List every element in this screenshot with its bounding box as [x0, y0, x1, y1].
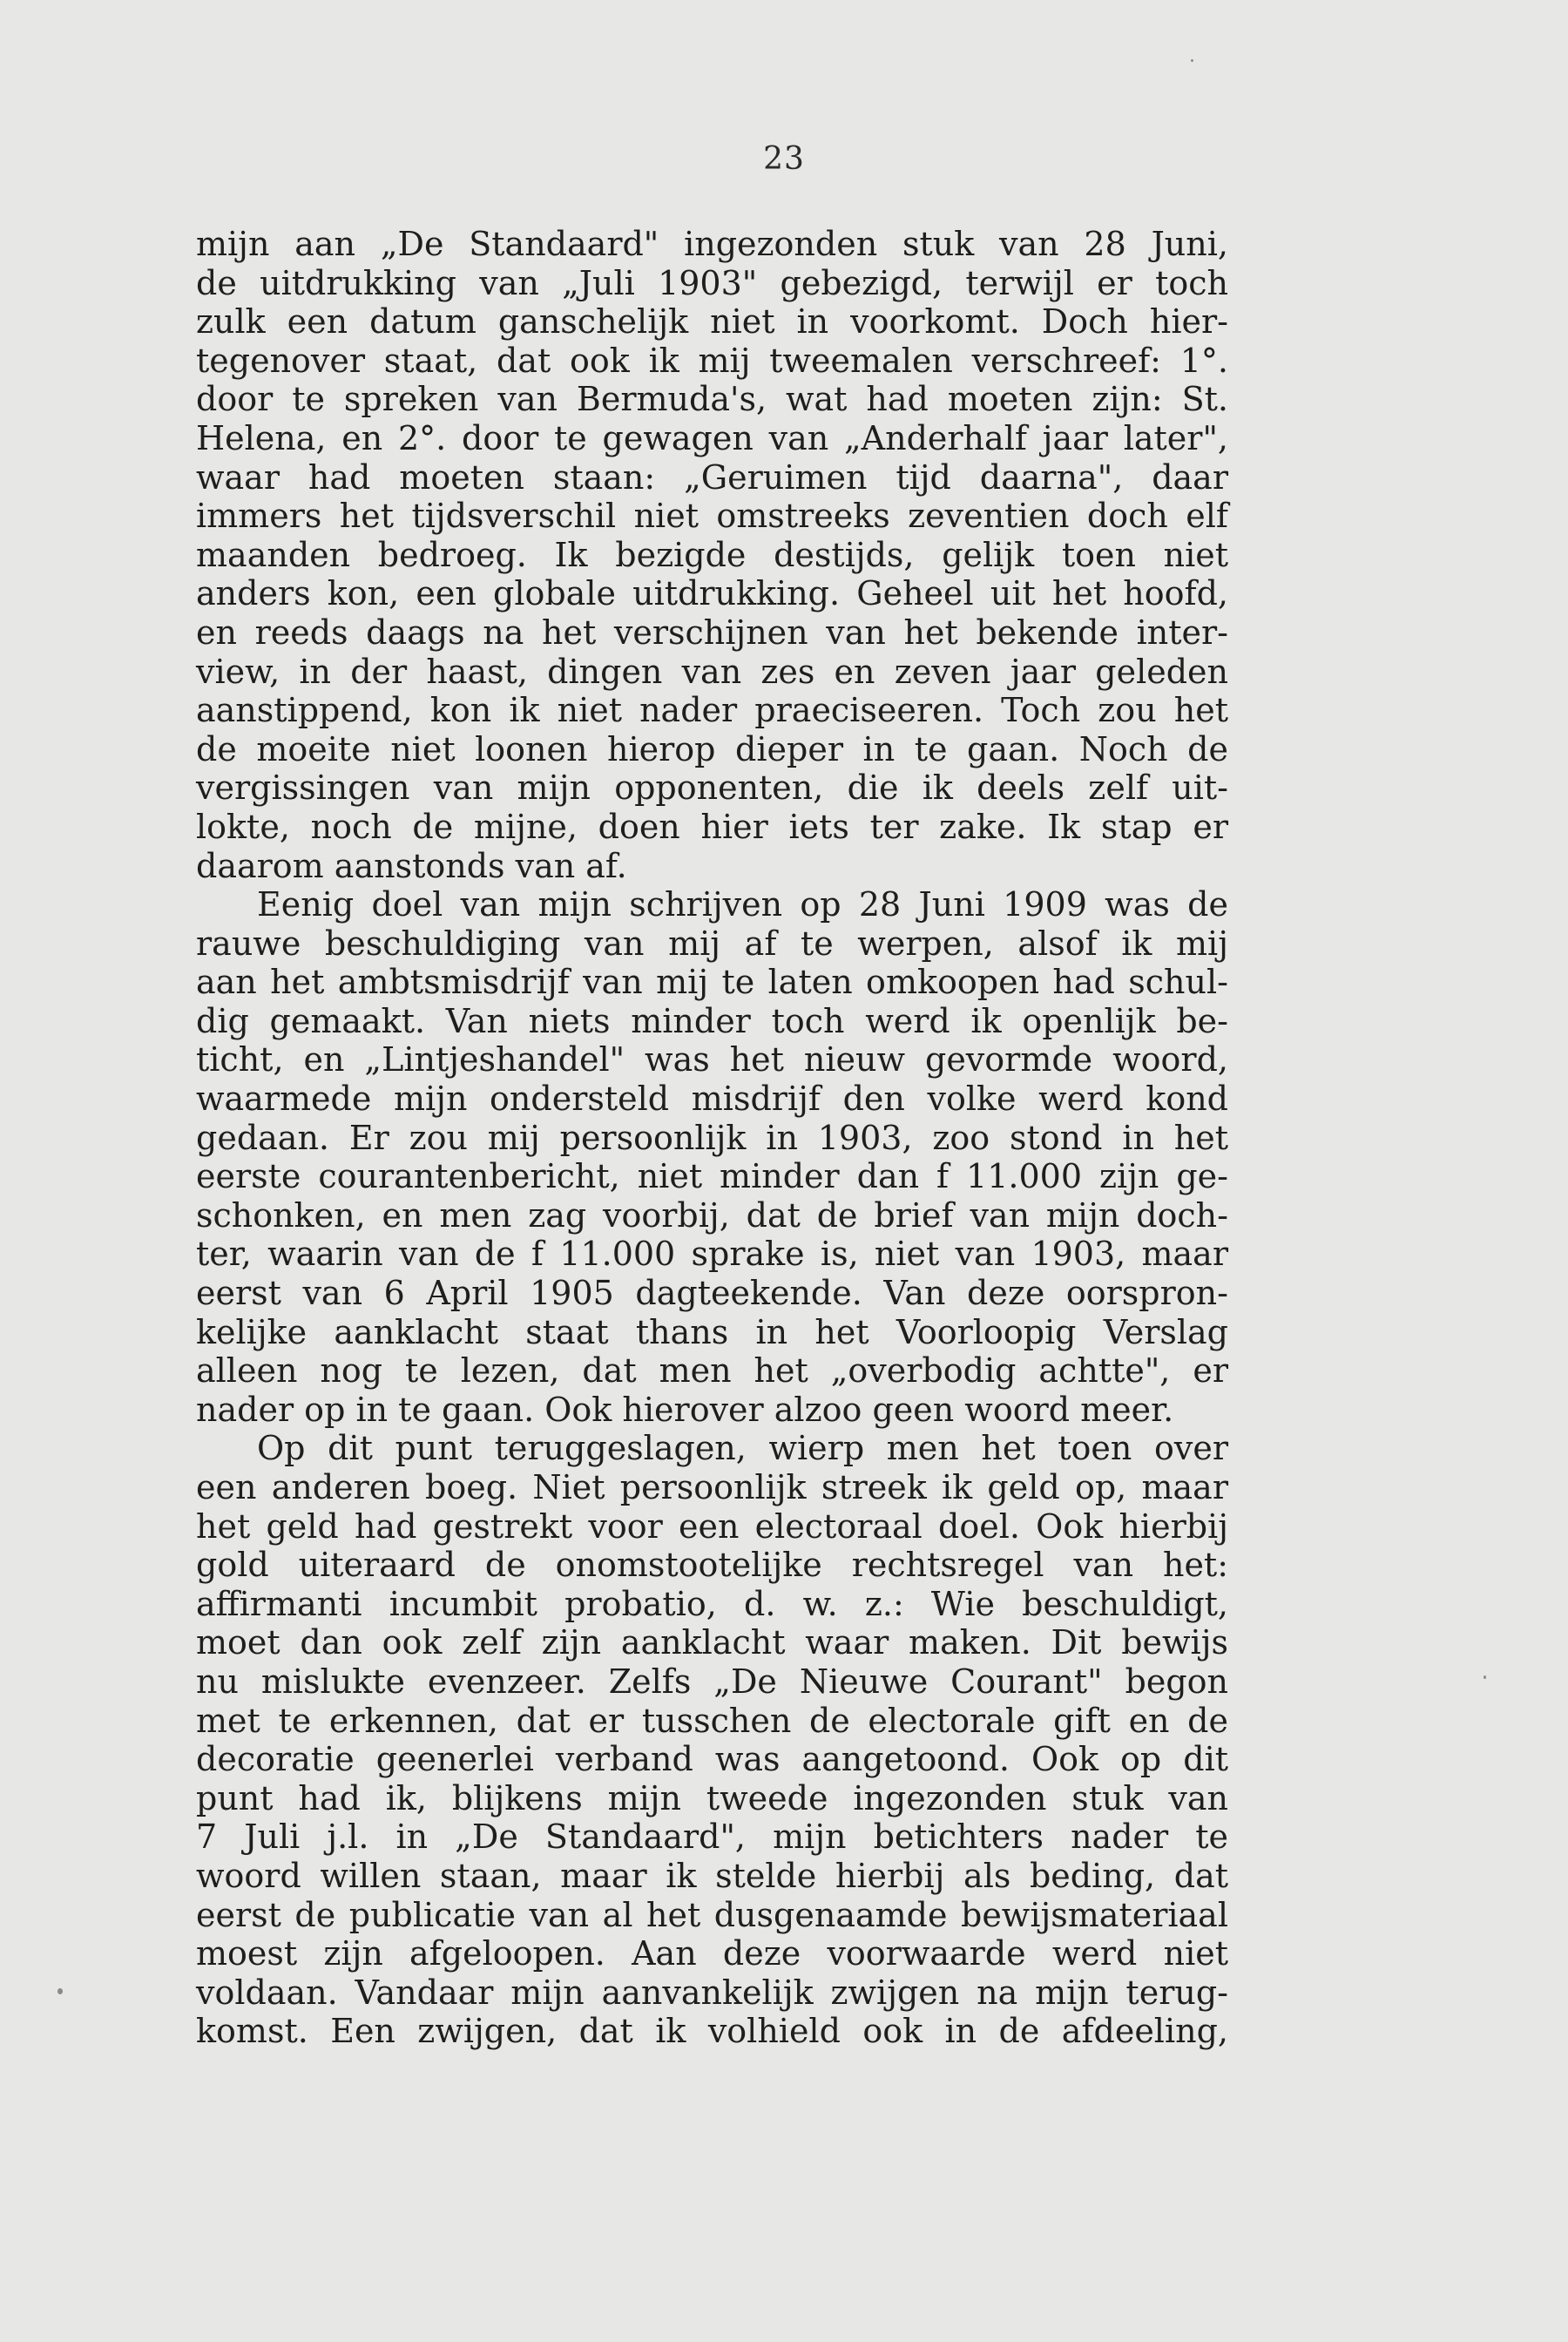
- text-line: mijn aan „De Standaard" ingezonden stuk van 28 Juni,: [196, 225, 1228, 263]
- text-line: moest zijn afgeloopen. Aan deze voorwaarde werd niet: [196, 1934, 1228, 1973]
- text-line: anders kon, een globale uitdrukking. Geheel uit het hoofd,: [196, 574, 1228, 613]
- text-line: eerst de publicatie van al het dusgenaamde bewijsmateriaal: [196, 1895, 1228, 1934]
- text-line: moet dan ook zelf zijn aanklacht waar maken. Dit bewijs: [196, 1623, 1228, 1662]
- text-line: eerste courantenbericht, niet minder dan f 11.000 zijn ge-: [196, 1157, 1228, 1196]
- text-line: Helena, en 2°. door te gewagen van „Anderhalf jaar later",: [196, 418, 1228, 457]
- text-line: aanstippend, kon ik niet nader praeciseeren. Toch zou het: [196, 691, 1228, 730]
- page-number: 23: [763, 141, 805, 177]
- text-line: immers het tijdsverschil niet omstreeks zeventien doch elf: [196, 497, 1228, 536]
- text-line: kelijke aanklacht staat thans in het Voorloopig Verslag: [196, 1312, 1228, 1351]
- text-line: eerst van 6 April 1905 dagteekende. Van deze oorspron-: [196, 1274, 1228, 1313]
- text-line: rauwe beschuldiging van mij af te werpen, alsof ik mij: [196, 924, 1228, 963]
- text-line: de moeite niet loonen hierop dieper in te gaan. Noch de: [196, 729, 1228, 768]
- text-line: affirmanti incumbit probatio, d. w. z.: Wie beschuldigt,: [196, 1584, 1228, 1623]
- text-line: waarmede mijn ondersteld misdrijf den volke werd kond: [196, 1080, 1228, 1119]
- text-line: de uitdrukking van „Juli 1903" gebezigd, terwijl er toch: [196, 263, 1228, 302]
- text-line: gold uiteraard de onomstootelijke rechtsregel van het:: [196, 1546, 1228, 1585]
- text-line: zulk een datum ganschelijk niet in voorkomt. Doch hier-: [196, 302, 1228, 342]
- text-line: voldaan. Vandaar mijn aanvankelijk zwijgen na mijn terug-: [196, 1973, 1228, 2012]
- text-line: schonken, en men zag voorbij, dat de brief van mijn doch-: [196, 1195, 1228, 1235]
- body-text: [196, 225, 1228, 2051]
- text-line: aan het ambtsmisdrijf van mij te laten omkoopen had schul-: [196, 963, 1228, 1002]
- text-line: door te spreken van Bermuda's, wat had moeten zijn: St.: [196, 380, 1228, 419]
- text-line: 7 Juli j.l. in „De Standaard", mijn betichters nader te: [196, 1817, 1228, 1857]
- text-line: daarom aanstonds van af.: [196, 846, 627, 885]
- scan-speck: [57, 1988, 63, 1994]
- scan-speck: [1484, 1675, 1486, 1679]
- text-line: ticht, en „Lintjeshandel" was het nieuw gevormde woord,: [196, 1040, 1228, 1080]
- text-line: alleen nog te lezen, dat men het „overbodig achtte", er: [196, 1351, 1228, 1391]
- text-line: view, in der haast, dingen van zes en zeven jaar geleden: [196, 652, 1228, 691]
- text-line: Op dit punt teruggeslagen, wierp men het toen over: [257, 1429, 1228, 1468]
- text-line: dig gemaakt. Van niets minder toch werd ik openlijk be-: [196, 1001, 1228, 1040]
- text-line: vergissingen van mijn opponenten, die ik deels zelf uit-: [196, 768, 1228, 808]
- text-line: ter, waarin van de f 11.000 sprake is, niet van 1903, maar: [196, 1235, 1228, 1274]
- text-line: nader op in te gaan. Ook hierover alzoo geen woord meer.: [196, 1390, 1174, 1429]
- scan-speck: [1191, 59, 1193, 62]
- text-line: gedaan. Er zou mij persoonlijk in 1903, zoo stond in het: [196, 1118, 1228, 1157]
- text-line: komst. Een zwijgen, dat ik volhield ook in de afdeeling,: [196, 2012, 1228, 2051]
- text-line: Eenig doel van mijn schrijven op 28 Juni 1909 was de: [257, 885, 1228, 924]
- text-line: een anderen boeg. Niet persoonlijk streek ik geld op, maar: [196, 1468, 1228, 1506]
- text-line: decoratie geenerlei verband was aangetoond. Ook op dit: [196, 1740, 1228, 1779]
- text-line: en reeds daags na het verschijnen van het bekende inter-: [196, 613, 1228, 652]
- text-line: tegenover staat, dat ook ik mij tweemalen verschreef: 1°.: [196, 341, 1228, 380]
- text-line: woord willen staan, maar ik stelde hierbij als beding, dat: [196, 1856, 1228, 1895]
- text-line: lokte, noch de mijne, doen hier iets ter zake. Ik stap er: [196, 807, 1228, 846]
- text-line: met te erkennen, dat er tusschen de electorale gift en de: [196, 1701, 1228, 1740]
- text-line: waar had moeten staan: „Geruimen tijd daarna", daar: [196, 457, 1228, 497]
- text-line: punt had ik, blijkens mijn tweede ingezonden stuk van: [196, 1778, 1228, 1817]
- text-line: nu mislukte evenzeer. Zelfs „De Nieuwe Courant" begon: [196, 1662, 1228, 1701]
- text-line: maanden bedroeg. Ik bezigde destijds, gelijk toen niet: [196, 535, 1228, 574]
- text-line: het geld had gestrekt voor een electoraal doel. Ook hierbij: [196, 1506, 1228, 1546]
